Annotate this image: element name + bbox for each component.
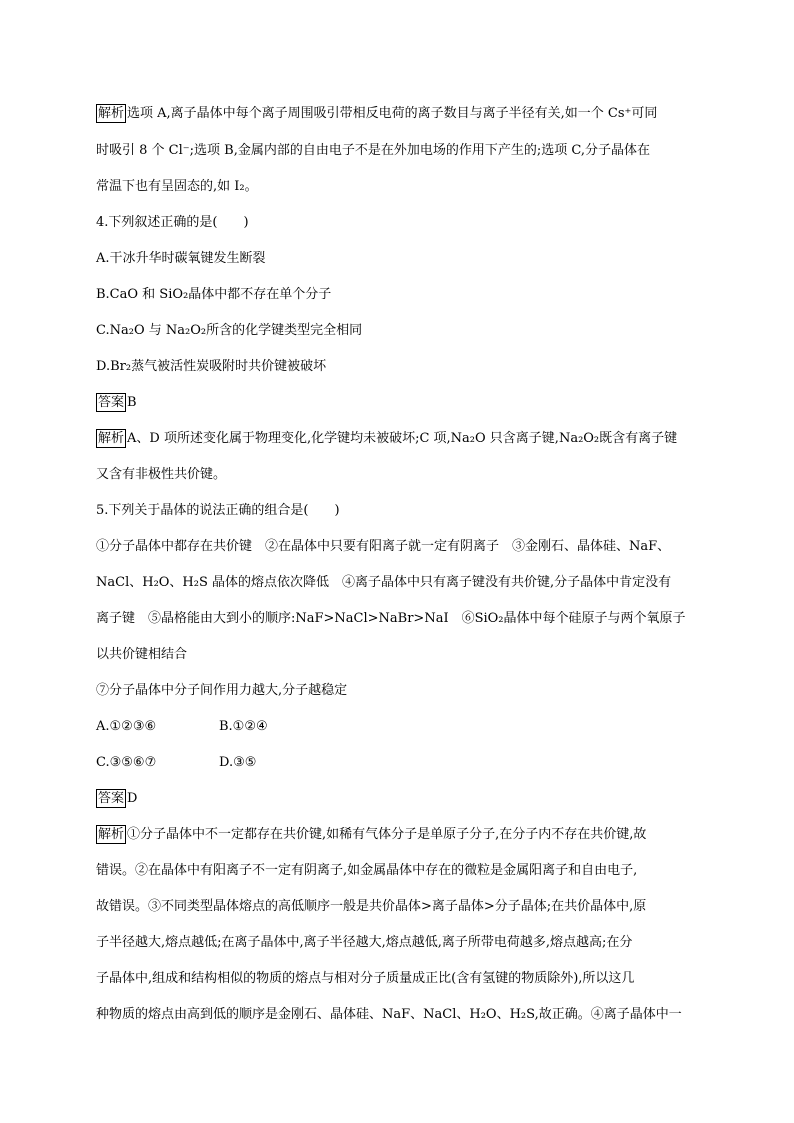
analysis-line: 故错误。③不同类型晶体熔点的高低顺序一般是共价晶体>离子晶体>分子晶体;在共价晶体中,原	[96, 899, 647, 914]
analysis-text: 选项 A,离子晶体中每个离子周围吸引带相反电荷的离子数目与离子半径有关,如一个 Cs⁺可同	[127, 106, 658, 121]
option-d: D.Br₂蒸气被活性炭吸附时共价键被破坏	[96, 359, 327, 374]
analysis-line: 常温下也有呈固态的,如 I₂。	[96, 179, 258, 194]
statement-line: ①分子晶体中都存在共价键 ②在晶体中只要有阳离子就一定有阴离子 ③金刚石、晶体硅、NaF、	[96, 539, 671, 554]
answer-tag: 答案	[98, 791, 125, 806]
analysis-line: 子半径越大,熔点越低;在离子晶体中,离子半径越大,熔点越低,离子所带电荷越多,熔点越高;在分	[96, 935, 633, 950]
answer-tag: 答案	[98, 395, 125, 410]
answer-value: B	[127, 395, 137, 410]
option-a: A.①②③⑥	[96, 719, 157, 734]
analysis-tag: 解析	[98, 106, 125, 121]
analysis-tag: 解析	[98, 827, 125, 842]
option-a: A.干冰升华时碳氧键发生断裂	[96, 251, 266, 266]
statement-line: NaCl、H₂O、H₂S 晶体的熔点依次降低 ④离子晶体中只有离子键没有共价键,分子晶体中肯定没有	[96, 575, 672, 590]
question-5-stem: 5.下列关于晶体的说法正确的组合是( )	[96, 503, 340, 518]
analysis-tag: 解析	[98, 431, 125, 446]
analysis-line	[96, 104, 657, 124]
analysis-line: 错误。②在晶体中有阳离子不一定有阴离子,如金属晶体中存在的微粒是金属阳离子和自由电子,	[96, 863, 638, 878]
option-d: D.③⑤	[219, 755, 257, 770]
analysis-text: ①分子晶体中不一定都存在共价键,如稀有气体分子是单原子分子,在分子内不存在共价键,故	[127, 827, 647, 842]
statement-line: 离子键 ⑤晶格能由大到小的顺序:NaF>NaCl>NaBr>NaI ⑥SiO₂晶体中每个硅原子与两个氧原子	[96, 611, 686, 626]
analysis-line: 时吸引 8 个 Cl⁻;选项 B,金属内部的自由电子不是在外加电场的作用下产生的;选项 C,分子晶体在	[96, 143, 650, 158]
question-4-stem: 4.下列叙述正确的是( )	[96, 215, 249, 230]
option-c: C.③⑤⑥⑦	[96, 755, 157, 770]
analysis-line	[96, 825, 646, 845]
analysis-line	[96, 429, 677, 449]
statement-line: 以共价键相结合	[96, 647, 188, 662]
answer-line	[96, 789, 137, 809]
analysis-line: 子晶体中,组成和结构相似的物质的熔点与相对分子质量成正比(含有氢键的物质除外),所以这几	[96, 971, 635, 986]
analysis-line: 又含有非极性共价键。	[96, 467, 227, 482]
statement-line: ⑦分子晶体中分子间作用力越大,分子越稳定	[96, 683, 348, 698]
answer-line	[96, 393, 137, 413]
analysis-text: A、D 项所述变化属于物理变化,化学键均未被破坏;C 项,Na₂O 只含离子键,Na₂O₂既含有离子键	[127, 431, 678, 446]
answer-value: D	[127, 791, 138, 806]
option-c: C.Na₂O 与 Na₂O₂所含的化学键类型完全相同	[96, 323, 363, 338]
analysis-line: 种物质的熔点由高到低的顺序是金刚石、晶体硅、NaF、NaCl、H₂O、H₂S,故正确。④离子晶体中一	[96, 1007, 682, 1022]
option-b: B.①②④	[219, 719, 268, 734]
option-b: B.CaO 和 SiO₂晶体中都不存在单个分子	[96, 287, 332, 302]
